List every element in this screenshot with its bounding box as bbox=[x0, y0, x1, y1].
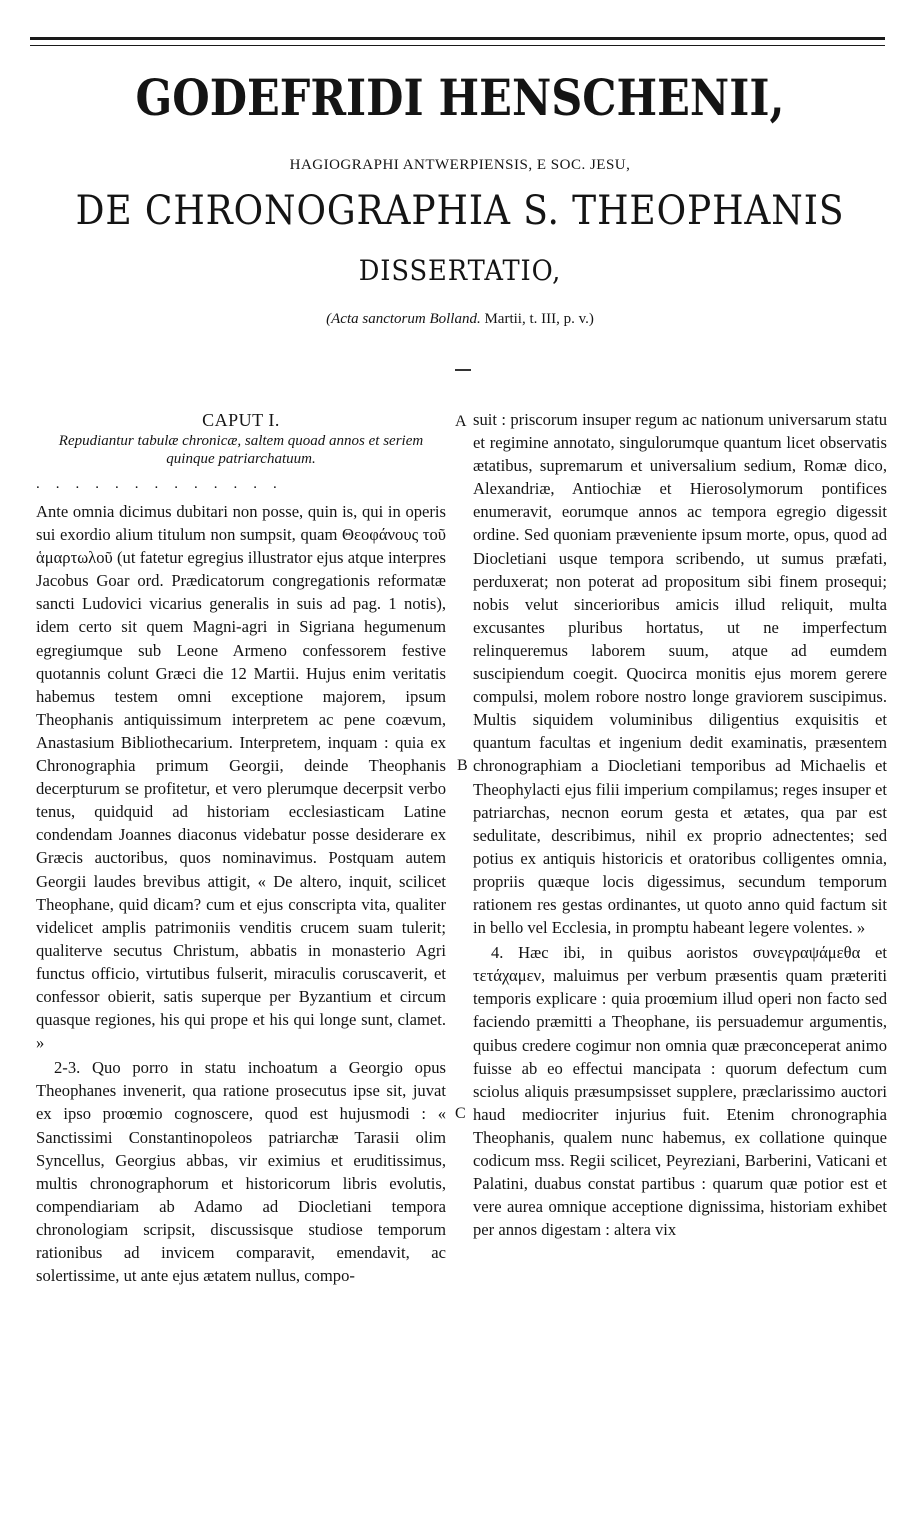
left-column bbox=[36, 408, 446, 1287]
top-rule-thick bbox=[30, 37, 885, 40]
margin-marker-c: C bbox=[455, 1105, 466, 1122]
source-citation-rest: Martii, t. III, p. v.) bbox=[484, 311, 594, 327]
paragraph: 4. Hæc ibi, in quibus aoristos συνεγραψάμεθα et τετάχαμεν, maluimus per verbum præsentis quam præteriti temporis explicare : quia proœmium illud operi non facto sed faciendo præmitti a Theophane, iis persuademur argumentis, quibus credere cogimur non omnia quæ præconceperat animo fuisse ab eo effectui mancipata : quorum defectum cum sciolus aliquis præsumpsisset supplere, præclarissimo auctori haud mediocriter injurius fuit. Etenim chronographia Theophanis, qualem nunc habemus, ex collatione quinque codicum mss. Regii scilicet, Peyreziani, Barberini, Vaticani et Palatini, duabus constat partibus : quarum quæ potior est et vere aurea omnique acceptione dignissima, historiam exhibet per annos digestam : altera vix bbox=[473, 943, 887, 1240]
page-title: GODEFRIDI HENSCHENII, bbox=[135, 68, 785, 127]
chapter-heading: CAPUT I. bbox=[202, 410, 280, 430]
source-citation-italic: (Acta sanctorum Bolland. bbox=[326, 311, 481, 327]
author-subtitle: HAGIOGRAPHI ANTWERPIENSIS, E SOC. JESU, bbox=[289, 157, 631, 173]
right-column bbox=[473, 408, 887, 1241]
top-rule-thin bbox=[30, 45, 885, 46]
paragraph: suit : priscorum insuper regum ac nationum universarum statu et regimine annotato, singulorumque quantum licet observatis ætatibus, supremarum et universalium sedium, Romæ dico, Alexandriæ, Antiochiæ et Hierosolymorum pontifices enumeravit, eorumque annos ac tempora egregio digessit ordine. Sed quoniam præveniente ipsum morte, opus, quod ad Diocletiani usque tempora scribendo, ut sumus præfati, perduxerat; non poterat ad propositum sibi finem prosequi; nobis velut sincerioribus amicis illud reliquit, multa excusantes pluribus hortatus, ut ne imperfectum relinqueremus laborem suum, atque ad eumdem suscipiendum coegit. Quocirca monitis ejus morem gerere compulsi, molem robore nostro longe graviorem suscipimus. Multis siquidem voluminibus diligentius exquisitis et quantum facultas et ingenium dedit examinatis, præsentem chronographiam a Diocletiani temporibus ad Michaelis et Theophylacti ejus filii imperium compilamus; reges insuper et patriarchas, necnon eorum gesta et ætates, qua par est sedulitate, describimus, nihil ex proprio adnectentes; sed potius ex antiquis historicis et oratoribus colligentes omnia, propriis quæque locis digessimus, secundum temporum rationem res gestas ordinantes, ut quoto anno quid factum sit in bello vel Ecclesia, in promptu habeant legere volentes. » bbox=[473, 410, 887, 938]
chapter-summary: Repudiantur tabulæ chronicæ, saltem quoad annos et seriem quinque patriarchatuum. bbox=[58, 433, 424, 467]
paragraph: Ante omnia dicimus dubitari non posse, quin is, qui in operis sui exordio alium titulum non sumpsit, quam Θεοφάνους τοῦ ἁμαρτωλοῦ (ut fatetur egregius illustrator ejus atque interpres Jacobus Goar ord. Prædicatorum congregationis reformatæ sancti Ludovici vicarius generalis in suis ad pag. 1 notis), idem certo sit quem Magni-agri in Sigriana hegumenum egregiumque sub Leone Armeno confessorem festive quotannis colunt Græci die 12 Martii. Hujus enim veritatis habemus testem omni exceptione majorem, ipsum Theophanis antiquissimum interpretem ac pene coævum, Anastasium Bibliothecarium. Interpretem, inquam : quia ex Chronographia primum Georgii, deinde Theophanis decerpturum se profitetur, et vero plerumque decerpsit verbo tenus, quidquid ad historiam ecclesiasticam Latine condendam Joannes diaconus videbatur posse desiderare ex Græcis auctoribus, quos nominavimus. Postquam autem Georgii laudes brevibus attigit, « De altero, inquit, scilicet Theophane, quid dicam? cum et ejus conscripta vita, qualiter videlicet amplis patrimoniis venditis crucem suam tulerit; qualiterve secutus Christum, abbatis in monasterio Agri functus officio, virtutibus fulserit, miraculis coruscaverit, et confessor obierit, satis superque per Byzantium et circum quasque regiones, his qui prope et his qui longe sunt, clamet. » bbox=[36, 502, 446, 1053]
margin-marker-a: A bbox=[455, 413, 467, 430]
separator-dash bbox=[455, 369, 471, 371]
source-citation bbox=[0, 311, 920, 328]
paragraph: 2-3. Quo porro in statu inchoatum a Georgio opus Theophanes invenerit, qua ratione prosecutus ipse sit, juvat ex ipso proœmio cognoscere, quod est hujusmodi : « Sanctissimi Constantinopoleos patriarchæ Tarasii olim Syncellus, Georgius abbas, vir eximius et eruditissimus, multis chronographorum et historicorum libris evolutis, compendiariam ab Adamo ad Diocletiani tempora chronologiam scripsit, discussisque studiose temporum rationibus ad invicem comparavit, emendavit, ac solertissime, ut ante ejus ætatem nullus, compo- bbox=[36, 1058, 446, 1286]
margin-marker-b: B bbox=[457, 757, 468, 774]
ellipsis-dots: ............. bbox=[36, 476, 293, 492]
work-heading: DE CHRONOGRAPHIA S. THEOPHANIS bbox=[75, 188, 845, 234]
work-subheading: DISSERTATIO, bbox=[358, 254, 562, 287]
